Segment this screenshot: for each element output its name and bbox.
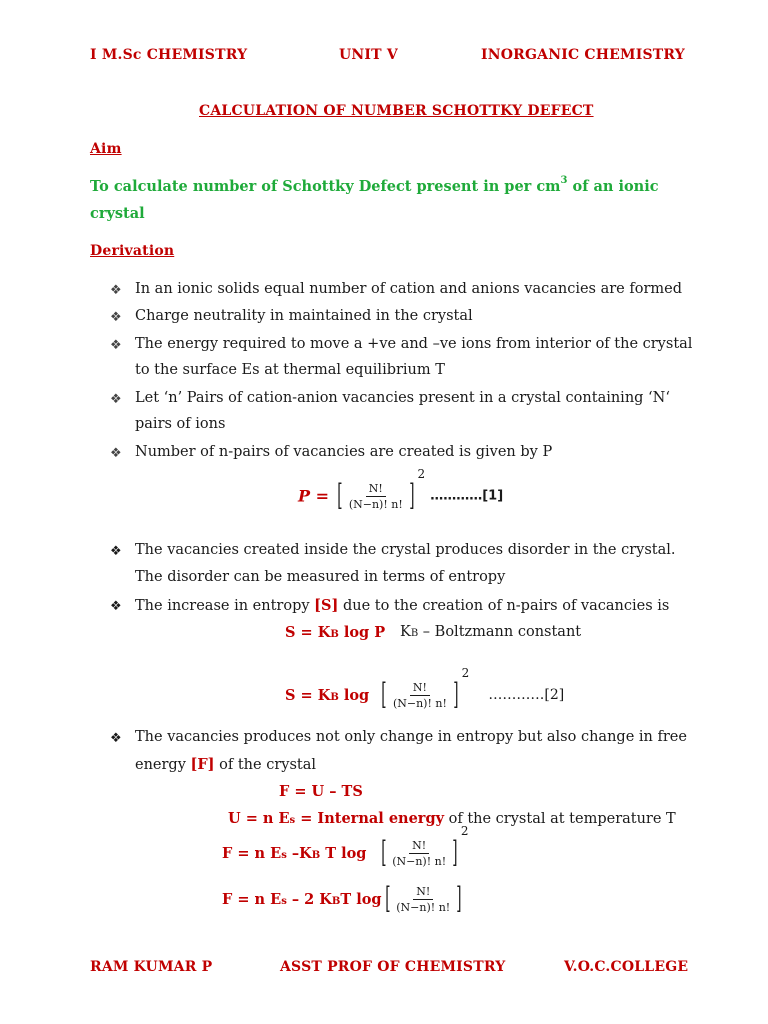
eq1-fraction: $\frac{N!}{(N-n)! n!}$ (348, 481, 403, 511)
eq1-power: 2 (417, 467, 426, 481)
bullet-text: Number of n-pairs of vacancies are created is given by P (135, 444, 553, 460)
bullet-icon: ❖ (110, 731, 122, 746)
header-subject: INORGANIC CHEMISTRY (481, 47, 685, 63)
aim-text-post: of an ionic (567, 178, 659, 195)
aim-heading: Aim (90, 141, 122, 157)
bullet-text: Let ‘n’ Pairs of cation-anion vacancies present in a crystal containing ‘N‘ (135, 390, 670, 406)
boltzmann-note: KB – Boltzmann constant (400, 624, 582, 640)
footer-designation: ASST PROF OF CHEMISTRY (280, 959, 506, 975)
bullet-text: In an ionic solids equal number of cation and anions vacancies are formed (135, 281, 683, 297)
bullet-icon: ❖ (110, 446, 122, 461)
equation-2: S = KB log [ $\frac{N!}{(N-n)! n!}$ ]$^2$ …………[2] (285, 666, 565, 712)
bullet-icon: ❖ (110, 338, 122, 353)
bullet-icon: ❖ (110, 392, 122, 407)
aim-line-2: crystal (90, 205, 145, 222)
aim-text: To calculate number of Schottky Defect present in per cm (90, 178, 561, 195)
eq1-lhs: P = (298, 486, 330, 506)
equation-f3: F = n Es – 2 KBT log [ $\frac{N!}{(N-n)! n!}$ ] (222, 881, 462, 916)
equation-f2: F = n Es –KB T log [ $\frac{N!}{(N-n)! n!}$ ]$^2$ (222, 824, 469, 870)
bullet-icon: ❖ (110, 544, 122, 559)
page-title: CALCULATION OF NUMBER SCHOTTKY DEFECT (199, 103, 594, 119)
eq1-tag: …………[1] (430, 488, 504, 504)
aim-line-1 (90, 175, 659, 195)
equation-1: P = [ $\frac{N!}{(N-n)! n!}$ ]$^2$ …………[1] (298, 467, 504, 513)
f2-fraction: $\frac{N!}{(N-n)! n!}$ (392, 838, 447, 868)
equation-f1: F = U – TS (279, 783, 363, 800)
aim-sup: 3 (560, 175, 568, 186)
bullet-icon: ❖ (110, 599, 122, 614)
bullet-text: Charge neutrality in maintained in the crystal (135, 308, 473, 324)
header-course: I M.Sc CHEMISTRY (90, 47, 248, 63)
footer-author: RAM KUMAR P (90, 959, 213, 975)
bullet-icon: ❖ (110, 283, 122, 298)
entropy-symbol: [S] (314, 597, 339, 614)
equation-u: U = n Es = Internal energy of the crystal at temperature T (228, 810, 676, 827)
footer-college: V.O.C.COLLEGE (564, 959, 689, 975)
bullet-text-cont: The disorder can be measured in terms of entropy (135, 569, 506, 585)
equation-s1: S = KB log P (285, 624, 386, 641)
eq2-tag: …………[2] (488, 687, 565, 703)
bullet-text-cont: energy [F] of the crystal (135, 756, 316, 773)
bullet-text-cont: pairs of ions (135, 416, 226, 432)
entropy-text-post: due to the creation of n-pairs of vacancies is (338, 598, 670, 614)
bullet-text-cont: to the surface Es at thermal equilibrium T (135, 362, 445, 378)
bullet-text (135, 592, 669, 620)
bullet-text: The energy required to move a +ve and –ve ions from interior of the crystal (135, 336, 693, 352)
f3-fraction: $\frac{N!}{(N-n)! n!}$ (396, 884, 451, 914)
entropy-text: The increase in entropy (135, 598, 315, 614)
bullet-icon: ❖ (110, 310, 122, 325)
header-unit: UNIT V (339, 47, 398, 63)
bullet-text: The vacancies produces not only change in entropy but also change in free (135, 729, 687, 745)
bullet-text: The vacancies created inside the crystal produces disorder in the crystal. (135, 542, 676, 558)
eq2-fraction: $\frac{N!}{(N-n)! n!}$ (392, 680, 447, 710)
derivation-heading: Derivation (90, 243, 175, 259)
